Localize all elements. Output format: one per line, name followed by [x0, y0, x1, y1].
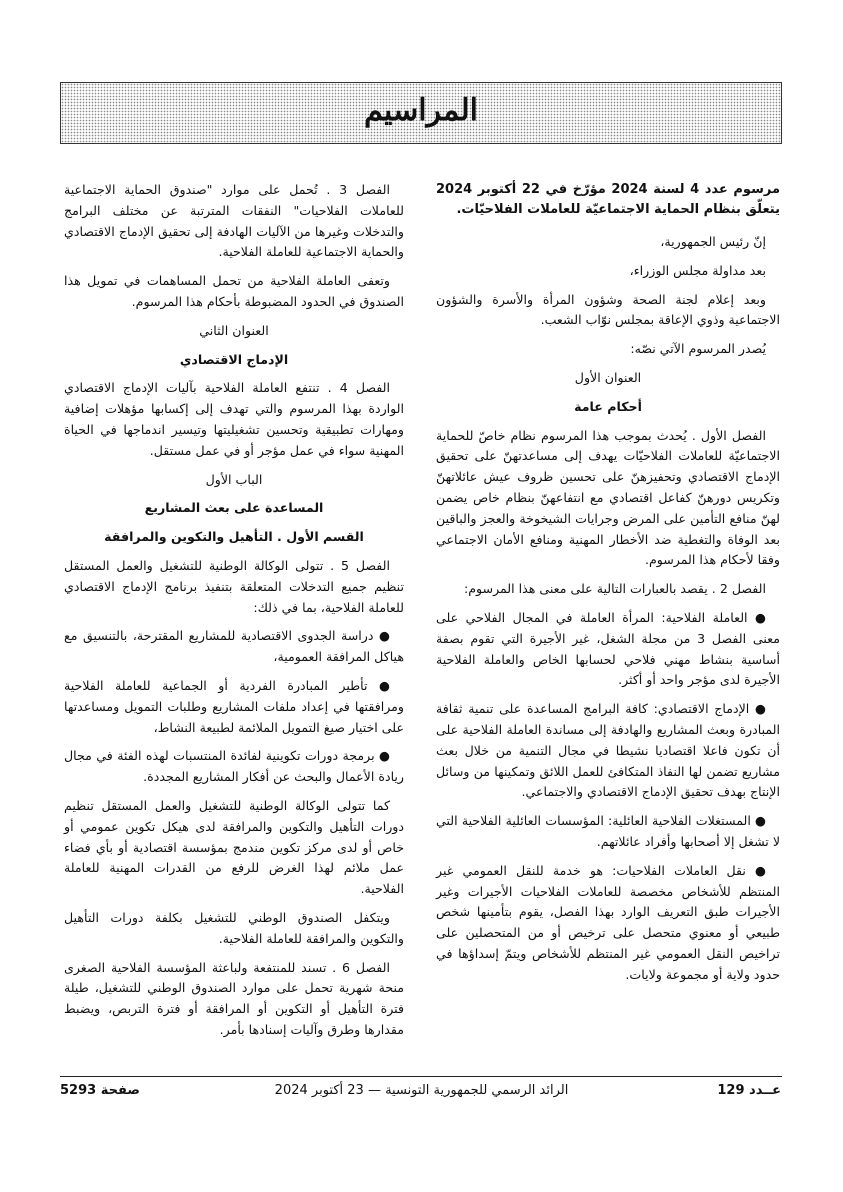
journal-name-date: الرائد الرسمي للجمهورية التونسية — 23 أكتوبر 2024	[274, 1083, 569, 1098]
article-5-funding: ويتكفل الصندوق الوطني للتشغيل بكلفة دورات التأهيل والتكوين والمرافقة للعاملة الفلاحية.	[64, 909, 404, 946]
preamble-issue: يُصدر المرسوم الآتي نصّه:	[630, 341, 766, 357]
article-1: الفصل الأول . يُحدث بموجب هذا المرسوم نظام خاصّ للحماية الاجتماعيّة للعاملات الفلاحيّات يهدف إلى مساعدتهنّ على تحقيق الإدماج الاقتصادي وتحفيزهنّ على تحسين ظروف عيش عائلاتهنّ وتكريس دورهنّ كفاعل اقتصادي مع انتفاعهنّ بنظام خاص يضمن لهنّ منافع التأمين على المرض وجرايات الشيخوخة والعجز والباقين بعد الوفاة والتغطية ضد الأخطار المهنية ومنافع الأمان الاجتماعي وفقا لأحكام هذا المرسوم.	[436, 427, 780, 568]
page-number: صفحة 5293	[60, 1083, 140, 1098]
right-column	[436, 180, 780, 994]
decree-title: مرسوم عدد 4 لسنة 2024 مؤرّخ في 22 أكتوبر 2024 يتعلّق بنظام الحماية الاجتماعيّة للعاملات الفلاحيّات.	[436, 182, 781, 217]
preamble-council: بعد مداولة مجلس الوزراء،	[629, 262, 766, 278]
chapter-one: الباب الأول	[205, 471, 263, 487]
title-two-name: الإدماج الاقتصادي	[179, 351, 289, 367]
definition-family-farms: ● المستغلات الفلاحية العائلية: المؤسسات العائلية الفلاحية التي لا تشغل إلا أصحابها وأفراد عائلاتهم.	[436, 813, 780, 849]
bullet-feasibility: ● دراسة الجدوى الاقتصادية للمشاريع المقترحة، بالتنسيق مع هياكل المرافقة العمومية،	[64, 628, 404, 665]
article-4: الفصل 4 . تنتفع العاملة الفلاحية بآليات الإدماج الاقتصادي الواردة بهذا المرسوم والتي تهدف إلى إكسابها مؤهلات إضافية ومهارات تطبيقية وتحسين تشغيليتها وتيسير اندماجها في الحياة المهنية سواء في عمل مؤجر أو في عمل مستقل.	[64, 380, 404, 458]
bullet-framing: ● تأطير المبادرة الفردية أو الجماعية للعاملة الفلاحية ومرافقتها في إعداد ملفات المشاريع وطلبات التمويل ومساعدتها على اختيار صيغ التمويل الملائمة لطبيعة النشاط،	[64, 677, 404, 735]
title-one: العنوان الأول	[574, 369, 642, 385]
preamble-committee: وبعد إعلام لجنة الصحة وشؤون المرأة والأسرة والشؤون الاجتماعية وذوي الإعاقة بمجلس نوّاب الشعب.	[436, 291, 780, 328]
section-banner	[60, 82, 782, 144]
preamble-president: إنّ رئيس الجمهورية،	[660, 234, 766, 249]
title-one-name: أحكام عامة	[574, 398, 642, 414]
footer-divider	[60, 1076, 782, 1077]
definition-economic-integration: ● الإدماج الاقتصادي: كافة البرامج المساعدة على تنمية ثقافة المبادرة وبعث المشاريع والهادفة إلى مساندة العاملة الفلاحية على أن تكون فاعلا اقتصاديا نشيطا في مجال التنمية من خلال بعث مشاريع تضمن لها النفاذ المتكافئ للعمل اللائق وتمكينها من وسائل الإنتاج بهدف تحقيق الإدماج الاقتصادي والاجتماعي.	[436, 701, 780, 800]
definition-agricultural-worker: ● العاملة الفلاحية: المرأة العاملة في المجال الفلاحي على معنى الفصل 3 من مجلة الشغل، غير الأجيرة التي تقوم بصفة أساسية بنشاط مهني فلاحي لحسابها الخاص والعاملة الفلاحية الأجيرة لدى مؤجر واحد أو أكثر.	[436, 609, 780, 688]
title-two: العنوان الثاني	[199, 322, 269, 338]
article-5-training-courses: كما تتولى الوكالة الوطنية للتشغيل والعمل المستقل تنظيم دورات التأهيل والتكوين والمرافقة لدى هيكل تكوين عمومي أو خاص أو لدى مركز تكوين مندمج بمؤسسة اقتصادية أو بأي فضاء عمل ملائم لهذا الغرض للرفع من القدرات المهنية للعاملة الفلاحية.	[64, 797, 404, 897]
left-column	[64, 180, 404, 1049]
article-5: الفصل 5 . تتولى الوكالة الوطنية للتشغيل والعمل المستقل تنظيم جميع التدخلات المتعلقة بتنفيذ برنامج الإدماج الاقتصادي للعاملة الفلاحية، بما في ذلك:	[64, 557, 404, 615]
bullet-training: ● برمجة دورات تكوينية لفائدة المنتسبات لهذه الفئة في مجال ريادة الأعمال والبحث عن أفكار المشاريع المجددة.	[64, 748, 404, 785]
definition-transport: ● نقل العاملات الفلاحيات: هو خدمة للنقل العمومي غير المنتظم للأشخاص مخصصة للعاملات الفلاحيات الأجيرات وغير الأجيرات طبق التعريف الوارد بهذا الفصل، يقوم بتأمينها شخص طبيعي أو معنوي متحصل على ترخيص أو من المتحصلين على تراخيص النقل العمومي غير المنتظم للأشخاص ويتمّ إسداؤها في حدود ولاية أو مجموعة ولايات.	[436, 862, 780, 982]
article-6: الفصل 6 . تسند للمنتفعة ولباعثة المؤسسة الفلاحية الصغرى منحة شهرية تحمل على موارد الصندوق الوطني للتشغيل، طيلة فترة التأهيل أو التكوين أو المرافقة أو فترة التربص، ويضبط مقدارها وطرق وآليات إسنادها بأمر.	[64, 959, 404, 1037]
article-3-exemption: وتعفى العاملة الفلاحية من تحمل المساهمات في تمويل هذا الصندوق في الحدود المضبوطة بأحكام هذا المرسوم.	[64, 273, 404, 309]
article-3: الفصل 3 . تُحمل على موارد "صندوق الحماية الاجتماعية للعاملات الفلاحيات" النفقات المترتبة عن مختلف البرامج والتدخلات وغيرها من الآليات الهادفة إلى تحقيق الإدماج الاقتصادي والحماية الاجتماعية للعاملة الفلاحية.	[64, 182, 404, 260]
banner-title: المراسيم	[364, 93, 478, 128]
chapter-one-name: المساعدة على بعث المشاريع	[144, 500, 324, 516]
section-one: القسم الأول . التأهيل والتكوين والمرافقة	[104, 529, 364, 545]
article-2: الفصل 2 . يقصد بالعبارات التالية على معنى هذا المرسوم:	[463, 581, 766, 597]
issue-number: عــدد 129	[717, 1083, 781, 1098]
